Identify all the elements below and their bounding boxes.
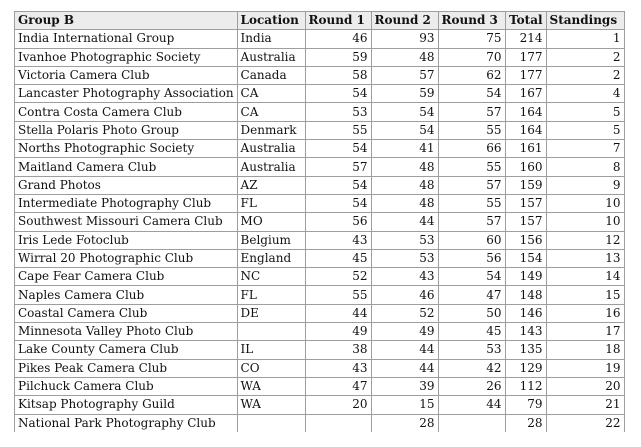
cell-round-1: 43 xyxy=(305,231,371,249)
cell-round-1: 54 xyxy=(305,194,371,212)
cell-standing: 18 xyxy=(546,341,624,359)
cell-total: 154 xyxy=(505,249,546,267)
cell-round-1: 44 xyxy=(305,304,371,322)
cell-standing: 1 xyxy=(546,30,624,48)
cell-total: 177 xyxy=(505,48,546,66)
header-round-2: Round 2 xyxy=(371,12,438,30)
cell-standing: 19 xyxy=(546,359,624,377)
cell-group-name: Victoria Camera Club xyxy=(15,66,238,84)
cell-group-name: Stella Polaris Photo Group xyxy=(15,121,238,139)
table-row xyxy=(15,30,625,48)
table-row xyxy=(15,48,625,66)
cell-round-2: 44 xyxy=(371,213,438,231)
cell-total: 112 xyxy=(505,377,546,395)
table-row xyxy=(15,304,625,322)
cell-round-2: 57 xyxy=(371,66,438,84)
cell-round-1: 55 xyxy=(305,286,371,304)
cell-round-3: 50 xyxy=(438,304,505,322)
table-row xyxy=(15,85,625,103)
cell-round-1: 57 xyxy=(305,158,371,176)
cell-round-1: 38 xyxy=(305,341,371,359)
cell-round-3: 62 xyxy=(438,66,505,84)
header-round-1: Round 1 xyxy=(305,12,371,30)
cell-location: England xyxy=(237,249,305,267)
cell-round-3: 54 xyxy=(438,268,505,286)
cell-total: 157 xyxy=(505,194,546,212)
cell-round-1: 43 xyxy=(305,359,371,377)
cell-location xyxy=(237,323,305,341)
table-row xyxy=(15,359,625,377)
cell-round-3: 45 xyxy=(438,323,505,341)
cell-round-2: 53 xyxy=(371,231,438,249)
cell-round-2: 44 xyxy=(371,359,438,377)
cell-group-name: Lancaster Photography Association xyxy=(15,85,238,103)
cell-location: DE xyxy=(237,304,305,322)
cell-standing: 21 xyxy=(546,396,624,414)
cell-round-3: 75 xyxy=(438,30,505,48)
cell-round-3: 57 xyxy=(438,213,505,231)
cell-total: 79 xyxy=(505,396,546,414)
cell-total: 149 xyxy=(505,268,546,286)
cell-location: WA xyxy=(237,396,305,414)
table-row xyxy=(15,103,625,121)
header-standings: Standings xyxy=(546,12,624,30)
cell-round-1: 54 xyxy=(305,140,371,158)
cell-location: Australia xyxy=(237,48,305,66)
cell-group-name: Kitsap Photography Guild xyxy=(15,396,238,414)
cell-round-2: 46 xyxy=(371,286,438,304)
header-location: Location xyxy=(237,12,305,30)
header-group: Group B xyxy=(15,12,238,30)
table-row xyxy=(15,268,625,286)
cell-total: 164 xyxy=(505,121,546,139)
cell-location: Australia xyxy=(237,140,305,158)
cell-standing: 22 xyxy=(546,414,624,432)
cell-round-3: 42 xyxy=(438,359,505,377)
cell-round-1: 56 xyxy=(305,213,371,231)
cell-round-2: 39 xyxy=(371,377,438,395)
cell-round-2: 28 xyxy=(371,414,438,432)
table-row xyxy=(15,194,625,212)
header-round-3: Round 3 xyxy=(438,12,505,30)
cell-standing: 7 xyxy=(546,140,624,158)
cell-standing: 2 xyxy=(546,48,624,66)
cell-round-2: 53 xyxy=(371,249,438,267)
cell-round-3: 55 xyxy=(438,121,505,139)
cell-total: 214 xyxy=(505,30,546,48)
cell-location: CA xyxy=(237,85,305,103)
cell-group-name: Contra Costa Camera Club xyxy=(15,103,238,121)
table-row xyxy=(15,323,625,341)
cell-round-2: 59 xyxy=(371,85,438,103)
table-row xyxy=(15,286,625,304)
cell-round-2: 49 xyxy=(371,323,438,341)
cell-group-name: Maitland Camera Club xyxy=(15,158,238,176)
cell-round-2: 54 xyxy=(371,103,438,121)
cell-round-2: 44 xyxy=(371,341,438,359)
cell-round-3: 57 xyxy=(438,176,505,194)
cell-round-2: 48 xyxy=(371,158,438,176)
cell-location: IL xyxy=(237,341,305,359)
cell-standing: 10 xyxy=(546,194,624,212)
cell-round-2: 52 xyxy=(371,304,438,322)
results-table-container xyxy=(14,11,625,432)
cell-location: FL xyxy=(237,194,305,212)
cell-location: Denmark xyxy=(237,121,305,139)
table-row xyxy=(15,176,625,194)
cell-round-1: 53 xyxy=(305,103,371,121)
table-header xyxy=(15,12,625,30)
table-row xyxy=(15,341,625,359)
cell-group-name: Lake County Camera Club xyxy=(15,341,238,359)
table-row xyxy=(15,396,625,414)
cell-location: NC xyxy=(237,268,305,286)
cell-group-name: Iris Lede Fotoclub xyxy=(15,231,238,249)
cell-group-name: Ivanhoe Photographic Society xyxy=(15,48,238,66)
cell-round-3: 66 xyxy=(438,140,505,158)
cell-group-name: Minnesota Valley Photo Club xyxy=(15,323,238,341)
table-row xyxy=(15,158,625,176)
cell-round-3: 26 xyxy=(438,377,505,395)
cell-group-name: Cape Fear Camera Club xyxy=(15,268,238,286)
cell-location: CO xyxy=(237,359,305,377)
cell-group-name: Grand Photos xyxy=(15,176,238,194)
cell-group-name: Norths Photographic Society xyxy=(15,140,238,158)
cell-round-3: 56 xyxy=(438,249,505,267)
cell-location: AZ xyxy=(237,176,305,194)
cell-group-name: Southwest Missouri Camera Club xyxy=(15,213,238,231)
cell-standing: 10 xyxy=(546,213,624,231)
group-b-results-table xyxy=(14,11,625,432)
cell-total: 159 xyxy=(505,176,546,194)
table-body xyxy=(15,30,625,432)
cell-round-2: 43 xyxy=(371,268,438,286)
cell-round-3: 44 xyxy=(438,396,505,414)
cell-round-3: 70 xyxy=(438,48,505,66)
cell-standing: 4 xyxy=(546,85,624,103)
cell-round-1: 45 xyxy=(305,249,371,267)
cell-round-1: 55 xyxy=(305,121,371,139)
cell-location: Canada xyxy=(237,66,305,84)
cell-round-2: 48 xyxy=(371,48,438,66)
cell-round-1 xyxy=(305,414,371,432)
cell-round-1: 54 xyxy=(305,85,371,103)
cell-location: CA xyxy=(237,103,305,121)
cell-standing: 17 xyxy=(546,323,624,341)
cell-total: 129 xyxy=(505,359,546,377)
cell-total: 148 xyxy=(505,286,546,304)
cell-standing: 20 xyxy=(546,377,624,395)
cell-total: 143 xyxy=(505,323,546,341)
cell-round-3: 55 xyxy=(438,194,505,212)
cell-round-3 xyxy=(438,414,505,432)
cell-round-1: 58 xyxy=(305,66,371,84)
header-total: Total xyxy=(505,12,546,30)
cell-round-3: 55 xyxy=(438,158,505,176)
cell-round-3: 54 xyxy=(438,85,505,103)
cell-location: Australia xyxy=(237,158,305,176)
cell-location: WA xyxy=(237,377,305,395)
cell-location xyxy=(237,414,305,432)
cell-total: 160 xyxy=(505,158,546,176)
cell-round-2: 54 xyxy=(371,121,438,139)
cell-round-3: 57 xyxy=(438,103,505,121)
cell-total: 146 xyxy=(505,304,546,322)
cell-group-name: Intermediate Photography Club xyxy=(15,194,238,212)
cell-total: 135 xyxy=(505,341,546,359)
cell-total: 156 xyxy=(505,231,546,249)
table-row xyxy=(15,249,625,267)
cell-total: 164 xyxy=(505,103,546,121)
cell-round-1: 49 xyxy=(305,323,371,341)
cell-group-name: India International Group xyxy=(15,30,238,48)
cell-location: India xyxy=(237,30,305,48)
cell-total: 177 xyxy=(505,66,546,84)
table-row xyxy=(15,213,625,231)
cell-group-name: Pikes Peak Camera Club xyxy=(15,359,238,377)
cell-location: MO xyxy=(237,213,305,231)
cell-round-2: 48 xyxy=(371,194,438,212)
cell-standing: 5 xyxy=(546,103,624,121)
cell-group-name: Naples Camera Club xyxy=(15,286,238,304)
cell-round-1: 20 xyxy=(305,396,371,414)
cell-standing: 14 xyxy=(546,268,624,286)
cell-group-name: National Park Photography Club xyxy=(15,414,238,432)
cell-total: 157 xyxy=(505,213,546,231)
cell-standing: 15 xyxy=(546,286,624,304)
table-row xyxy=(15,377,625,395)
table-row xyxy=(15,140,625,158)
cell-total: 28 xyxy=(505,414,546,432)
table-row xyxy=(15,66,625,84)
cell-location: Belgium xyxy=(237,231,305,249)
cell-standing: 9 xyxy=(546,176,624,194)
cell-round-1: 59 xyxy=(305,48,371,66)
cell-round-3: 53 xyxy=(438,341,505,359)
cell-round-1: 52 xyxy=(305,268,371,286)
cell-round-1: 54 xyxy=(305,176,371,194)
cell-standing: 5 xyxy=(546,121,624,139)
cell-round-2: 41 xyxy=(371,140,438,158)
cell-round-1: 46 xyxy=(305,30,371,48)
cell-round-2: 48 xyxy=(371,176,438,194)
cell-round-3: 47 xyxy=(438,286,505,304)
cell-round-2: 15 xyxy=(371,396,438,414)
cell-group-name: Pilchuck Camera Club xyxy=(15,377,238,395)
cell-location: FL xyxy=(237,286,305,304)
cell-round-2: 93 xyxy=(371,30,438,48)
cell-standing: 8 xyxy=(546,158,624,176)
table-row xyxy=(15,121,625,139)
cell-standing: 16 xyxy=(546,304,624,322)
cell-round-1: 47 xyxy=(305,377,371,395)
cell-total: 167 xyxy=(505,85,546,103)
cell-round-3: 60 xyxy=(438,231,505,249)
cell-group-name: Coastal Camera Club xyxy=(15,304,238,322)
cell-standing: 2 xyxy=(546,66,624,84)
cell-standing: 13 xyxy=(546,249,624,267)
cell-standing: 12 xyxy=(546,231,624,249)
table-row xyxy=(15,414,625,432)
cell-group-name: Wirral 20 Photographic Club xyxy=(15,249,238,267)
cell-total: 161 xyxy=(505,140,546,158)
table-row xyxy=(15,231,625,249)
header-row xyxy=(15,12,625,30)
